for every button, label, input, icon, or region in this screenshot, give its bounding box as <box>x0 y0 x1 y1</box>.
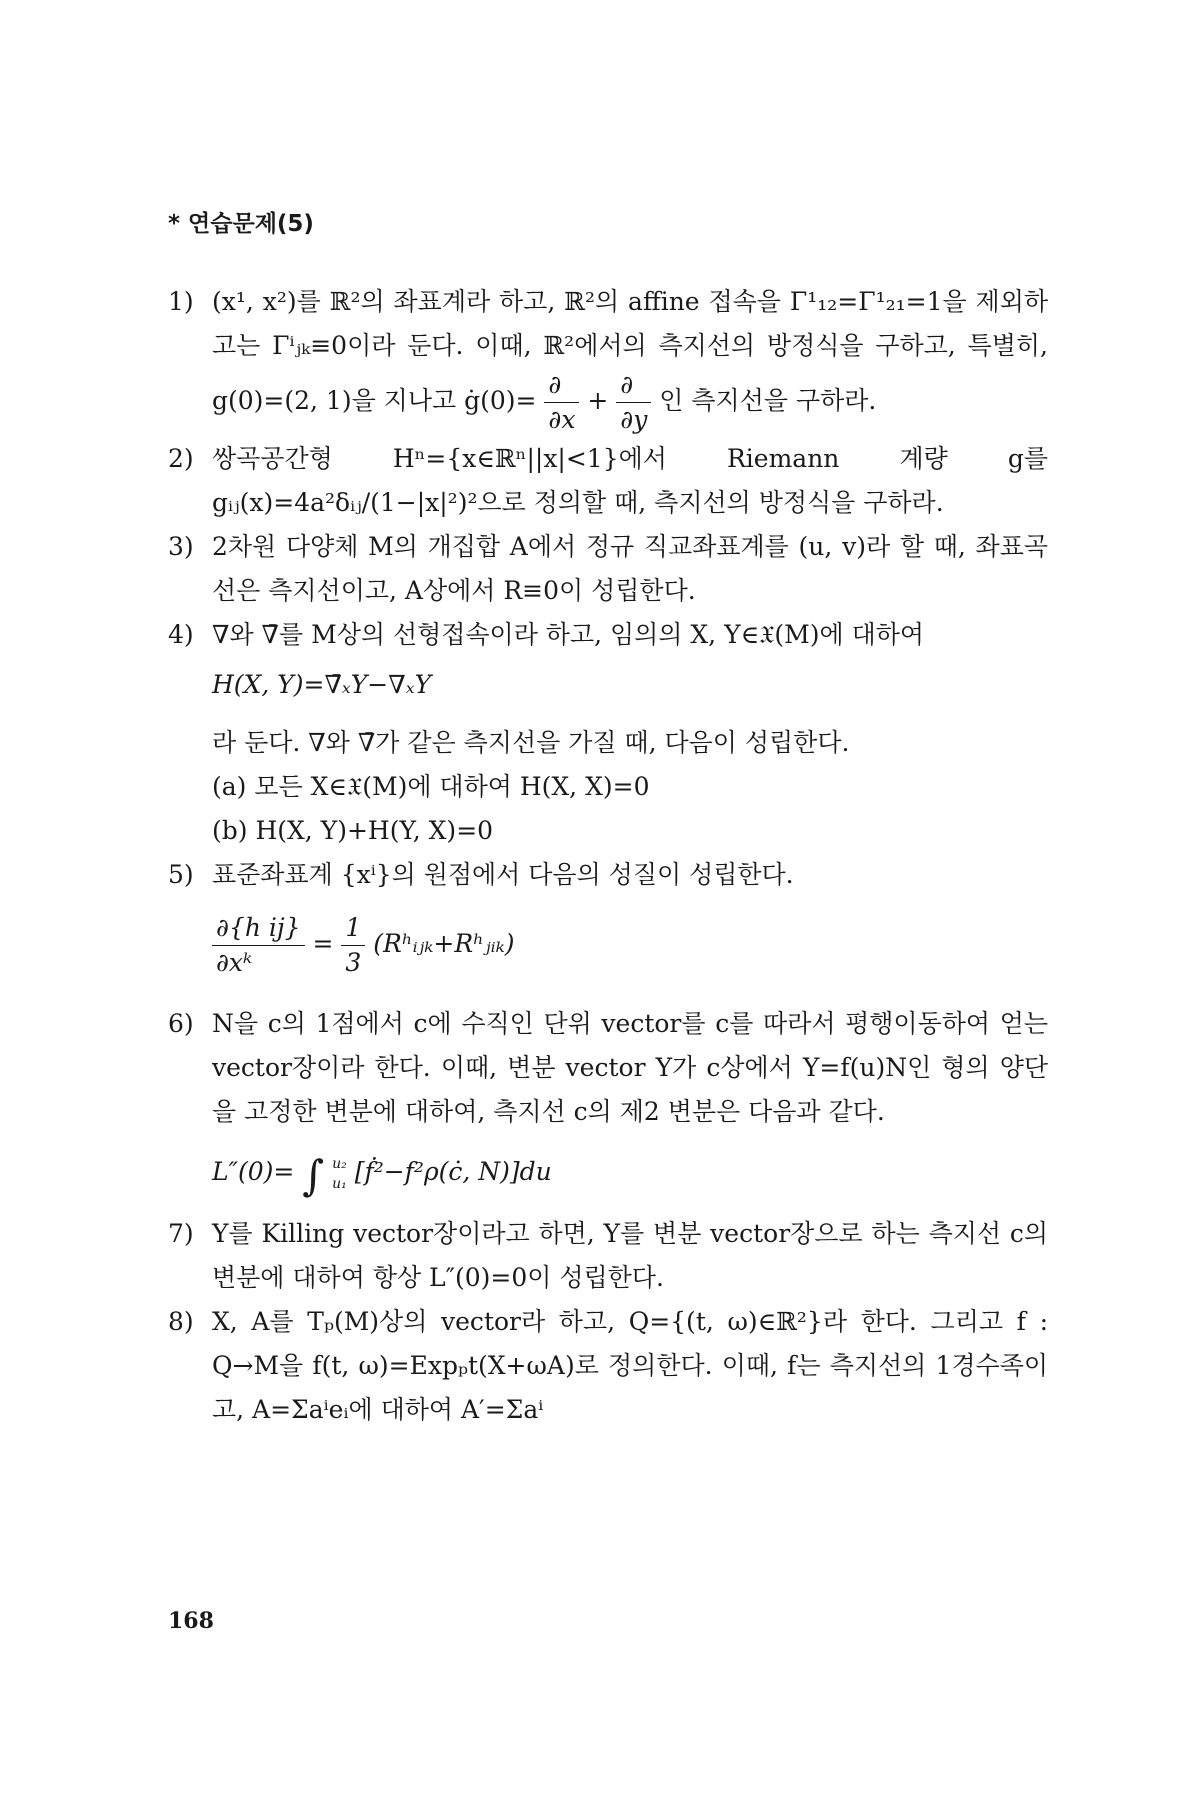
sub-item-a: (a) 모든 X∈𝔛(M)에 대하여 H(X, X)=0 <box>212 772 650 801</box>
page-number: 168 <box>168 1608 214 1634</box>
problem-number: 5) <box>168 860 194 889</box>
fraction-numerator: 1 <box>341 911 365 946</box>
fraction-numerator: ∂ <box>544 368 579 403</box>
problem-text: Y를 Killing vector장이라고 하면, Y를 변분 vector장으로 하는 측지선 c의 변분에 대하여 항상 L″(0)=0이 성립한다. <box>212 1219 1048 1292</box>
problem-number: 8) <box>168 1307 194 1336</box>
problem-6 <box>168 1002 1048 1212</box>
exercise-heading: * 연습문제(5) <box>168 211 314 237</box>
upper-limit: u₂ <box>332 1155 347 1172</box>
problem-number: 1) <box>168 287 194 316</box>
problem-7 <box>168 1212 1048 1300</box>
fraction-numerator: ∂ <box>616 368 651 403</box>
equation-lhs: L″(0)= <box>212 1157 295 1186</box>
equals-sign: = <box>312 929 334 958</box>
fraction <box>212 911 305 980</box>
problem-8 <box>168 1300 1048 1432</box>
equation <box>212 1134 1048 1212</box>
problem-text: ∇와 ∇̄를 M상의 선형접속이라 하고, 임의의 X, Y∈𝔛(M)에 대하여 <box>212 620 925 649</box>
problem-2 <box>168 437 1048 525</box>
fraction-denominator: ∂y <box>620 405 648 434</box>
fraction-denominator: 3 <box>345 948 362 977</box>
problem-5 <box>168 853 1048 994</box>
fraction-denominator: ∂x <box>548 405 576 434</box>
problem-list <box>168 280 1048 1432</box>
fraction <box>341 911 365 980</box>
problem-number: 4) <box>168 620 194 649</box>
problem-1 <box>168 280 1048 437</box>
problem-number: 2) <box>168 444 194 473</box>
problem-text: (x¹, x²)를 ℝ²의 좌표계라 하고, ℝ²의 affine 접속을 Γ¹₁₂=Γ¹₂₁=1을 제외하고는 Γⁱⱼₖ≡0이라 둔다. 이때, ℝ²에서의 측지선의 방정식을 구하고, 특별히, g(0)=(2, 1)을 지나고 ġ(0)= <box>212 287 1048 415</box>
equation <box>212 897 1048 994</box>
integral-limits <box>332 1154 347 1194</box>
problem-text: 2차원 다양체 M의 개집합 A에서 정규 직교좌표계를 (u, v)라 할 때, 좌표곡선은 측지선이고, A상에서 R≡0이 성립한다. <box>212 532 1048 605</box>
problem-number: 6) <box>168 1009 194 1038</box>
problem-text: N을 c의 1점에서 c에 수직인 단위 vector를 c를 따라서 평행이동하여 얻는 vector장이라 한다. 이때, 변분 vector Y가 c상에서 Y=f(u)N인 형의 양단을 고정한 변분에 대하여, 측지선 c의 제2 변분은 다음과 같다. <box>212 1009 1048 1126</box>
plus-sign: + <box>587 386 609 415</box>
problem-text: X, A를 Tₚ(M)상의 vector라 하고, Q={(t, ω)∈ℝ²}라 한다. 그리고 f : Q→M을 f(t, ω)=Expₚt(X+ωA)로 정의한다. 이때, f는 측지선의 1경수족이고, A=Σaⁱeᵢ에 대하여 A′=Σaⁱ <box>212 1307 1048 1424</box>
lower-limit: u₁ <box>332 1175 347 1192</box>
equation: H(X, Y)=∇̄ₓY−∇ₓY <box>212 670 432 699</box>
problem-text: 표준좌표계 {xⁱ}의 원점에서 다음의 성질이 성립한다. <box>212 860 794 889</box>
fraction <box>544 368 579 437</box>
problem-number: 3) <box>168 532 194 561</box>
problem-text: 쌍곡공간형 Hⁿ={x∈ℝⁿ||x|<1}에서 Riemann 계량 g를 gᵢⱼ(x)=4a²δᵢⱼ/(1−|x|²)²으로 정의할 때, 측지선의 방정식을 구하라. <box>212 444 1048 517</box>
problem-text-cont: 인 측지선을 구하라. <box>659 386 877 415</box>
problem-number: 7) <box>168 1219 194 1248</box>
problem-text-cont: 라 둔다. ∇와 ∇̄가 같은 측지선을 가질 때, 다음이 성립한다. <box>212 728 850 757</box>
integrand: [ḟ²−f²ρ(ċ, N)]du <box>354 1157 552 1186</box>
fraction <box>616 368 651 437</box>
equation-rhs: (Rʰᵢⱼₖ+Rʰⱼᵢₖ) <box>373 929 515 958</box>
problem-3 <box>168 525 1048 613</box>
problem-4 <box>168 613 1048 853</box>
fraction-numerator: ∂{h ij} <box>212 911 305 946</box>
fraction-denominator: ∂xᵏ <box>216 948 253 977</box>
integral-sign: ∫ <box>302 1151 325 1200</box>
sub-item-b: (b) H(X, Y)+H(Y, X)=0 <box>212 816 494 845</box>
